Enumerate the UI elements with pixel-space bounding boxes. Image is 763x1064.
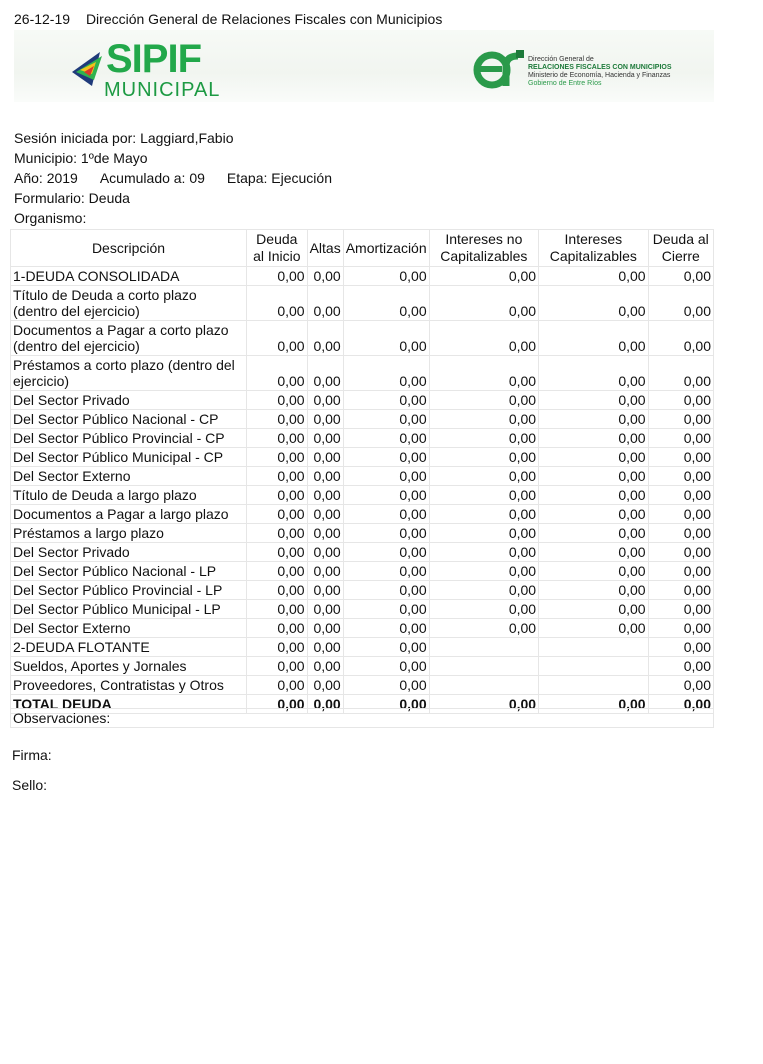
cell-deuda-inicio: 0,00 [247,391,308,410]
cell-altas: 0,00 [307,562,343,581]
cell-intereses-cap: 0,00 [539,524,648,543]
cell-amortizacion: 0,00 [343,600,429,619]
table-row [11,619,714,638]
cell-intereses-no-cap: 0,00 [429,543,538,562]
org-line-2: RELACIONES FISCALES CON MUNICIPIOS [528,64,672,71]
report-header-title: Dirección General de Relaciones Fiscales con Municipios [85,11,443,27]
cell-intereses-no-cap: 0,00 [429,524,538,543]
cell-amortizacion: 0,00 [343,543,429,562]
cell-deuda-inicio: 0,00 [247,543,308,562]
cell-intereses-no-cap: 0,00 [429,486,538,505]
col-header-amortizacion: Amortización [343,230,429,267]
session-user: Sesión iniciada por: Laggiard,Fabio [14,130,234,146]
cell-amortizacion: 0,00 [343,486,429,505]
cell-intereses-cap: 0,00 [539,429,648,448]
cell-altas: 0,00 [307,267,343,286]
cell-amortizacion: 0,00 [343,562,429,581]
cell-descripcion: Del Sector Público Municipal - LP [11,600,247,619]
cell-altas: 0,00 [307,356,343,391]
cell-deuda-cierre: 0,00 [648,410,713,429]
cell-intereses-no-cap: 0,00 [429,267,538,286]
cell-intereses-cap [539,638,648,657]
table-row [11,562,714,581]
cell-altas: 0,00 [307,657,343,676]
cell-amortizacion: 0,00 [343,429,429,448]
col-header-intereses-no-cap: Intereses no Capitalizables [429,230,538,267]
cell-descripcion: Del Sector Público Provincial - LP [11,581,247,600]
table-row [11,505,714,524]
anio: Año: 2019 [14,170,78,186]
cell-deuda-inicio: 0,00 [247,676,308,695]
cell-deuda-inicio: 0,00 [247,619,308,638]
cell-descripcion: Préstamos a largo plazo [11,524,247,543]
table-row [11,657,714,676]
report-date: 26-12-19 [14,11,71,27]
formulario: Formulario: Deuda [14,190,130,206]
cell-amortizacion: 0,00 [343,267,429,286]
organismo: Organismo: [14,210,87,226]
cell-amortizacion: 0,00 [343,321,429,356]
cell-descripcion: Del Sector Privado [11,543,247,562]
cell-amortizacion: 0,00 [343,657,429,676]
cell-intereses-cap: 0,00 [539,505,648,524]
cell-deuda-cierre: 0,00 [648,286,713,321]
cell-deuda-cierre: 0,00 [648,467,713,486]
cell-deuda-inicio: 0,00 [247,286,308,321]
cell-amortizacion: 0,00 [343,286,429,321]
cell-altas: 0,00 [307,391,343,410]
table-row [11,321,714,356]
cell-deuda-inicio: 0,00 [247,695,308,714]
table-row [11,467,714,486]
cell-deuda-cierre: 0,00 [648,524,713,543]
cell-deuda-inicio: 0,00 [247,429,308,448]
cell-intereses-cap: 0,00 [539,321,648,356]
cell-intereses-no-cap: 0,00 [429,505,538,524]
cell-amortizacion: 0,00 [343,356,429,391]
acumulado: Acumulado a: 09 [99,170,205,186]
cell-intereses-no-cap: 0,00 [429,286,538,321]
cell-intereses-no-cap: 0,00 [429,467,538,486]
cell-intereses-no-cap: 0,00 [429,562,538,581]
cell-intereses-no-cap: 0,00 [429,581,538,600]
cell-intereses-no-cap: 0,00 [429,356,538,391]
cell-intereses-cap: 0,00 [539,562,648,581]
table-row [11,600,714,619]
cell-intereses-cap [539,657,648,676]
cell-deuda-inicio: 0,00 [247,581,308,600]
col-header-descripcion: Descripción [11,230,247,267]
cell-deuda-cierre: 0,00 [648,695,713,714]
cell-intereses-no-cap: 0,00 [429,321,538,356]
cell-amortizacion: 0,00 [343,524,429,543]
cell-intereses-cap: 0,00 [539,391,648,410]
cell-intereses-cap: 0,00 [539,695,648,714]
cell-amortizacion: 0,00 [343,581,429,600]
cell-amortizacion: 0,00 [343,391,429,410]
cell-deuda-cierre: 0,00 [648,562,713,581]
table-row [11,286,714,321]
cell-intereses-cap: 0,00 [539,581,648,600]
cell-deuda-inicio: 0,00 [247,321,308,356]
dgrfm-logo [472,46,712,96]
cell-intereses-no-cap [429,638,538,657]
cell-deuda-cierre: 0,00 [648,619,713,638]
cell-descripcion: Del Sector Público Provincial - CP [11,429,247,448]
cell-deuda-cierre: 0,00 [648,638,713,657]
cell-altas: 0,00 [307,467,343,486]
table-row [11,267,714,286]
cell-deuda-cierre: 0,00 [648,581,713,600]
cell-descripcion: Del Sector Público Nacional - LP [11,562,247,581]
header-banner [14,30,714,102]
cell-descripcion: Del Sector Privado [11,391,247,410]
municipio: Municipio: 1ºde Mayo [14,150,148,166]
table-row [11,638,714,657]
cell-intereses-cap: 0,00 [539,467,648,486]
cell-deuda-cierre: 0,00 [648,429,713,448]
cell-intereses-no-cap: 0,00 [429,619,538,638]
cell-descripcion: Préstamos a corto plazo (dentro del ejercicio) [11,356,247,391]
etapa: Etapa: Ejecución [226,170,332,186]
cell-descripcion: 1-DEUDA CONSOLIDADA [11,267,247,286]
org-line-3: Ministerio de Economía, Hacienda y Finanzas [528,72,671,79]
cell-amortizacion: 0,00 [343,467,429,486]
table-row [11,486,714,505]
cell-intereses-cap: 0,00 [539,267,648,286]
cell-deuda-cierre: 0,00 [648,448,713,467]
table-header-row [11,230,714,267]
cell-amortizacion: 0,00 [343,448,429,467]
cell-altas: 0,00 [307,505,343,524]
cell-intereses-cap: 0,00 [539,600,648,619]
cell-intereses-cap: 0,00 [539,543,648,562]
cell-intereses-cap [539,676,648,695]
col-header-deuda-cierre: Deuda al Cierre [648,230,713,267]
cell-altas: 0,00 [307,321,343,356]
table-row [11,410,714,429]
page-header [14,11,442,27]
cell-deuda-inicio: 0,00 [247,505,308,524]
cell-deuda-inicio: 0,00 [247,448,308,467]
cell-descripcion: Título de Deuda a corto plazo (dentro del ejercicio) [11,286,247,321]
table-row [11,356,714,391]
cell-intereses-no-cap [429,676,538,695]
observaciones-field: Observaciones: [10,708,714,728]
sipif-logo [70,38,230,102]
cell-altas: 0,00 [307,695,343,714]
cell-descripcion: 2-DEUDA FLOTANTE [11,638,247,657]
cell-amortizacion: 0,00 [343,638,429,657]
cell-descripcion: Título de Deuda a largo plazo [11,486,247,505]
cell-altas: 0,00 [307,600,343,619]
table-row [11,448,714,467]
table-row [11,391,714,410]
cell-altas: 0,00 [307,410,343,429]
table-row [11,543,714,562]
cell-deuda-inicio: 0,00 [247,524,308,543]
cell-deuda-inicio: 0,00 [247,657,308,676]
cell-intereses-no-cap: 0,00 [429,448,538,467]
cell-descripcion: Sueldos, Aportes y Jornales [11,657,247,676]
cell-deuda-inicio: 0,00 [247,638,308,657]
sipif-wordmark: SIPIF [106,37,202,81]
cell-altas: 0,00 [307,543,343,562]
er-logo-icon [472,46,526,90]
cell-deuda-cierre: 0,00 [648,505,713,524]
cell-descripcion: Documentos a Pagar a corto plazo (dentro del ejercicio) [11,321,247,356]
cell-descripcion: Proveedores, Contratistas y Otros [11,676,247,695]
table-row [11,524,714,543]
cell-deuda-cierre: 0,00 [648,657,713,676]
cell-altas: 0,00 [307,619,343,638]
cell-deuda-cierre: 0,00 [648,676,713,695]
cell-altas: 0,00 [307,286,343,321]
cell-descripcion: Del Sector Externo [11,619,247,638]
deuda-table [10,229,714,714]
org-line-4: Gobierno de Entre Ríos [528,80,602,87]
cell-descripcion: Documentos a Pagar a largo plazo [11,505,247,524]
cell-deuda-inicio: 0,00 [247,562,308,581]
cell-descripcion: Del Sector Público Nacional - CP [11,410,247,429]
cell-amortizacion: 0,00 [343,410,429,429]
cell-amortizacion: 0,00 [343,695,429,714]
sello-label: Sello: [12,777,48,793]
cell-descripcion: TOTAL DEUDA [11,695,247,714]
cell-altas: 0,00 [307,676,343,695]
cell-deuda-cierre: 0,00 [648,267,713,286]
cell-intereses-cap: 0,00 [539,486,648,505]
cell-deuda-inicio: 0,00 [247,486,308,505]
dgrfm-text [528,56,672,88]
cell-descripcion: Del Sector Público Municipal - CP [11,448,247,467]
cell-intereses-cap: 0,00 [539,619,648,638]
cell-descripcion: Del Sector Externo [11,467,247,486]
cell-deuda-cierre: 0,00 [648,356,713,391]
cell-deuda-inicio: 0,00 [247,467,308,486]
col-header-deuda-inicio: Deuda al Inicio [247,230,308,267]
org-line-1: Dirección General de [528,56,594,63]
cell-intereses-cap: 0,00 [539,410,648,429]
cell-altas: 0,00 [307,486,343,505]
cell-deuda-cierre: 0,00 [648,543,713,562]
col-header-intereses-cap: Intereses Capitalizables [539,230,648,267]
cell-deuda-inicio: 0,00 [247,600,308,619]
cell-altas: 0,00 [307,638,343,657]
period-line [14,168,332,188]
cell-intereses-no-cap: 0,00 [429,410,538,429]
firma-label: Firma: [12,747,52,763]
table-row [11,581,714,600]
cell-intereses-no-cap: 0,00 [429,600,538,619]
cell-deuda-inicio: 0,00 [247,267,308,286]
cell-altas: 0,00 [307,429,343,448]
cell-amortizacion: 0,00 [343,676,429,695]
table-row [11,676,714,695]
cell-deuda-inicio: 0,00 [247,410,308,429]
cell-amortizacion: 0,00 [343,505,429,524]
cell-deuda-inicio: 0,00 [247,356,308,391]
cell-deuda-cierre: 0,00 [648,391,713,410]
cell-intereses-no-cap [429,657,538,676]
cell-intereses-no-cap: 0,00 [429,429,538,448]
table-row [11,429,714,448]
cell-intereses-no-cap: 0,00 [429,695,538,714]
cell-intereses-no-cap: 0,00 [429,391,538,410]
cell-deuda-cierre: 0,00 [648,600,713,619]
cell-amortizacion: 0,00 [343,619,429,638]
cell-intereses-cap: 0,00 [539,286,648,321]
cell-altas: 0,00 [307,448,343,467]
cell-intereses-cap: 0,00 [539,356,648,391]
sipif-submark: MUNICIPAL [104,79,221,101]
cell-altas: 0,00 [307,581,343,600]
cell-deuda-cierre: 0,00 [648,321,713,356]
cell-deuda-cierre: 0,00 [648,486,713,505]
col-header-altas: Altas [307,230,343,267]
report-metadata [14,128,332,228]
cell-altas: 0,00 [307,524,343,543]
cell-intereses-cap: 0,00 [539,448,648,467]
